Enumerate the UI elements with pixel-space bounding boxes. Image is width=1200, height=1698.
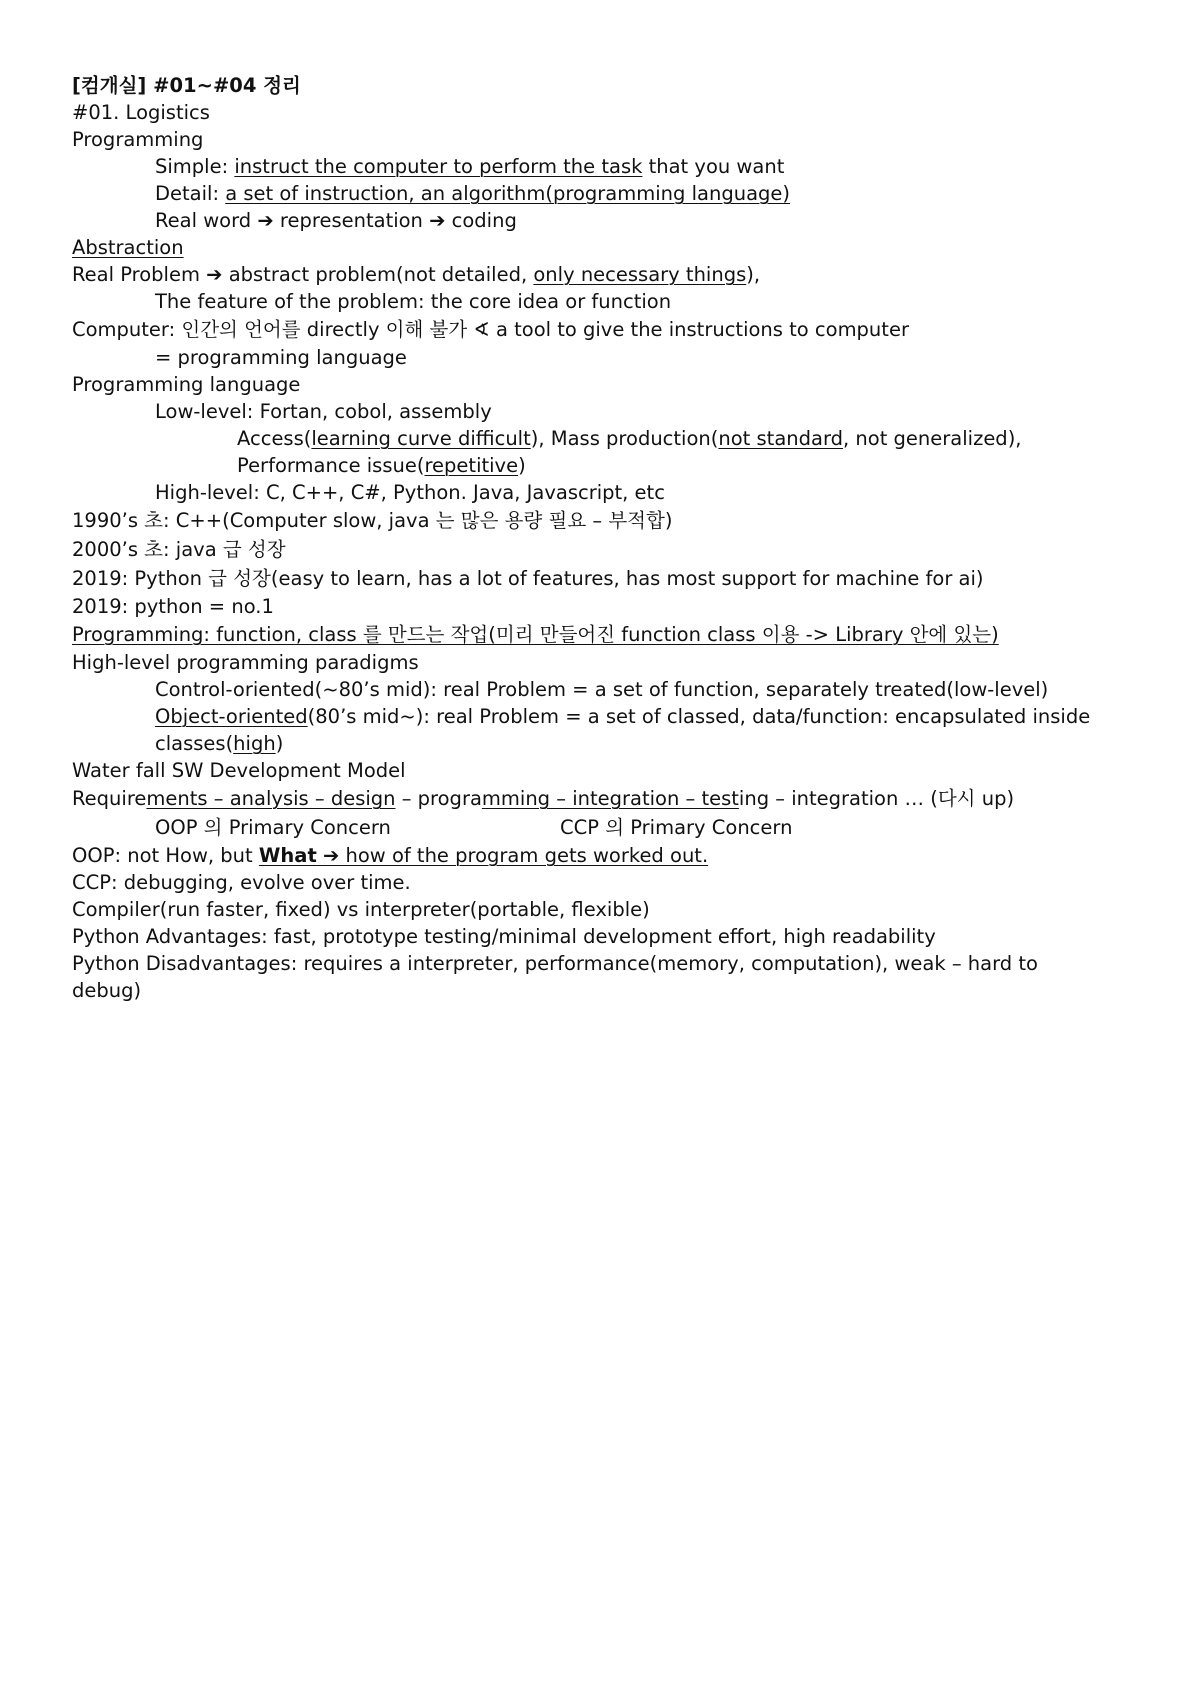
text-line: High-level: C, C++, C#, Python. Java, Javascript, etc — [155, 481, 665, 504]
text-span: OOP: not How, but — [72, 844, 259, 867]
text-line: Compiler(run faster, fixed) vs interpreter(portable, flexible) — [72, 898, 650, 921]
text-span: ), — [746, 263, 761, 286]
text-span: Simple: — [155, 155, 235, 178]
text-span: Access( — [237, 427, 312, 450]
underlined-text: Object-oriented — [155, 705, 308, 728]
text-span: OOP 의 Primary Concern — [155, 816, 391, 839]
text-line: Real word ➔ representation ➔ coding — [155, 209, 517, 232]
text-span: ing – integration … (다시 up) — [738, 787, 1015, 810]
text-line: CCP: debugging, evolve over time. — [72, 871, 411, 894]
document-body — [72, 72, 1142, 1004]
text-line: Python Advantages: fast, prototype testing/minimal development effort, high readability — [72, 925, 936, 948]
text-line: 1990’s 초: C++(Computer slow, java 는 많은 용량 필요 – 부적합) — [72, 509, 673, 532]
text-line: Programming — [72, 128, 204, 151]
text-span: Real Problem ➔ abstract problem(not detailed, — [72, 263, 534, 286]
text-line — [72, 153, 1142, 180]
text-line: Water fall SW Development Model — [72, 759, 406, 782]
text-line: debug) — [72, 979, 142, 1002]
document-title: [컴개실] #01~#04 정리 — [72, 74, 301, 97]
text-span-right-column: CCP 의 Primary Concern — [560, 816, 793, 839]
text-span: , not generalized), — [843, 427, 1022, 450]
text-span: Detail: — [155, 182, 226, 205]
text-line: 2019: Python 급 성장(easy to learn, has a lot of features, has most support for machine for ai) — [72, 567, 984, 590]
text-line — [72, 261, 1142, 288]
text-line: = programming language — [155, 346, 407, 369]
underlined-text: mming – integration – test — [481, 787, 739, 810]
text-line: #01. Logistics — [72, 101, 210, 124]
text-line: Programming language — [72, 373, 301, 396]
text-line — [72, 703, 1142, 730]
text-line: High-level programming paradigms — [72, 651, 419, 674]
text-line: Python Disadvantages: requires a interpreter, performance(memory, computation), weak – hard to — [72, 952, 1038, 975]
underlined-text: learning curve difficult — [311, 427, 531, 450]
text-line — [72, 842, 1142, 869]
underlined-text: ments – analysis – design — [146, 787, 396, 810]
underlined-text: repetitive — [424, 454, 519, 477]
text-line: Control-oriented(~80’s mid): real Problem = a set of function, separately treated(low-level) — [155, 678, 1049, 701]
text-line: 2000’s 초: java 급 성장 — [72, 538, 286, 561]
text-span: ) — [518, 454, 526, 477]
text-line: 2019: python = no.1 — [72, 595, 274, 618]
text-line — [72, 452, 1142, 479]
text-line: Low-level: Fortan, cobol, assembly — [155, 400, 492, 423]
text-span: Performance issue( — [237, 454, 425, 477]
text-span: (80’s mid~): real Problem = a set of classed, data/function: encapsulated inside — [307, 705, 1091, 728]
text-span: Require — [72, 787, 147, 810]
underlined-text: ➔ how of the program gets worked out. — [316, 844, 709, 867]
bold-underlined-text: What — [258, 844, 317, 867]
text-span: that you want — [642, 155, 785, 178]
text-span: classes( — [155, 732, 234, 755]
text-line: The feature of the problem: the core idea or function — [155, 290, 672, 313]
text-line — [72, 180, 1142, 207]
text-line — [72, 234, 1142, 261]
underlined-text: instruct the computer to perform the task — [234, 155, 643, 178]
text-span: – progra — [395, 787, 482, 810]
underlined-text: Abstraction — [72, 236, 184, 259]
underlined-text: not standard — [718, 427, 844, 450]
underlined-text: only necessary things — [533, 263, 747, 286]
text-line — [72, 620, 1142, 649]
text-line — [72, 813, 1142, 842]
text-line — [72, 425, 1142, 452]
text-line: Computer: 인간의 언어를 directly 이해 불가 ∢ a tool to give the instructions to computer — [72, 318, 909, 341]
text-line — [72, 784, 1142, 813]
text-span: ), Mass production( — [530, 427, 719, 450]
text-span: ) — [275, 732, 284, 755]
underlined-text: a set of instruction, an algorithm(programming language) — [225, 182, 790, 205]
text-line — [72, 730, 1142, 757]
underlined-text: Programming: function, class 를 만드는 작업(미리 만들어진 function class 이용 -> Library 안에 있는) — [72, 623, 999, 646]
underlined-text: high — [233, 732, 276, 755]
